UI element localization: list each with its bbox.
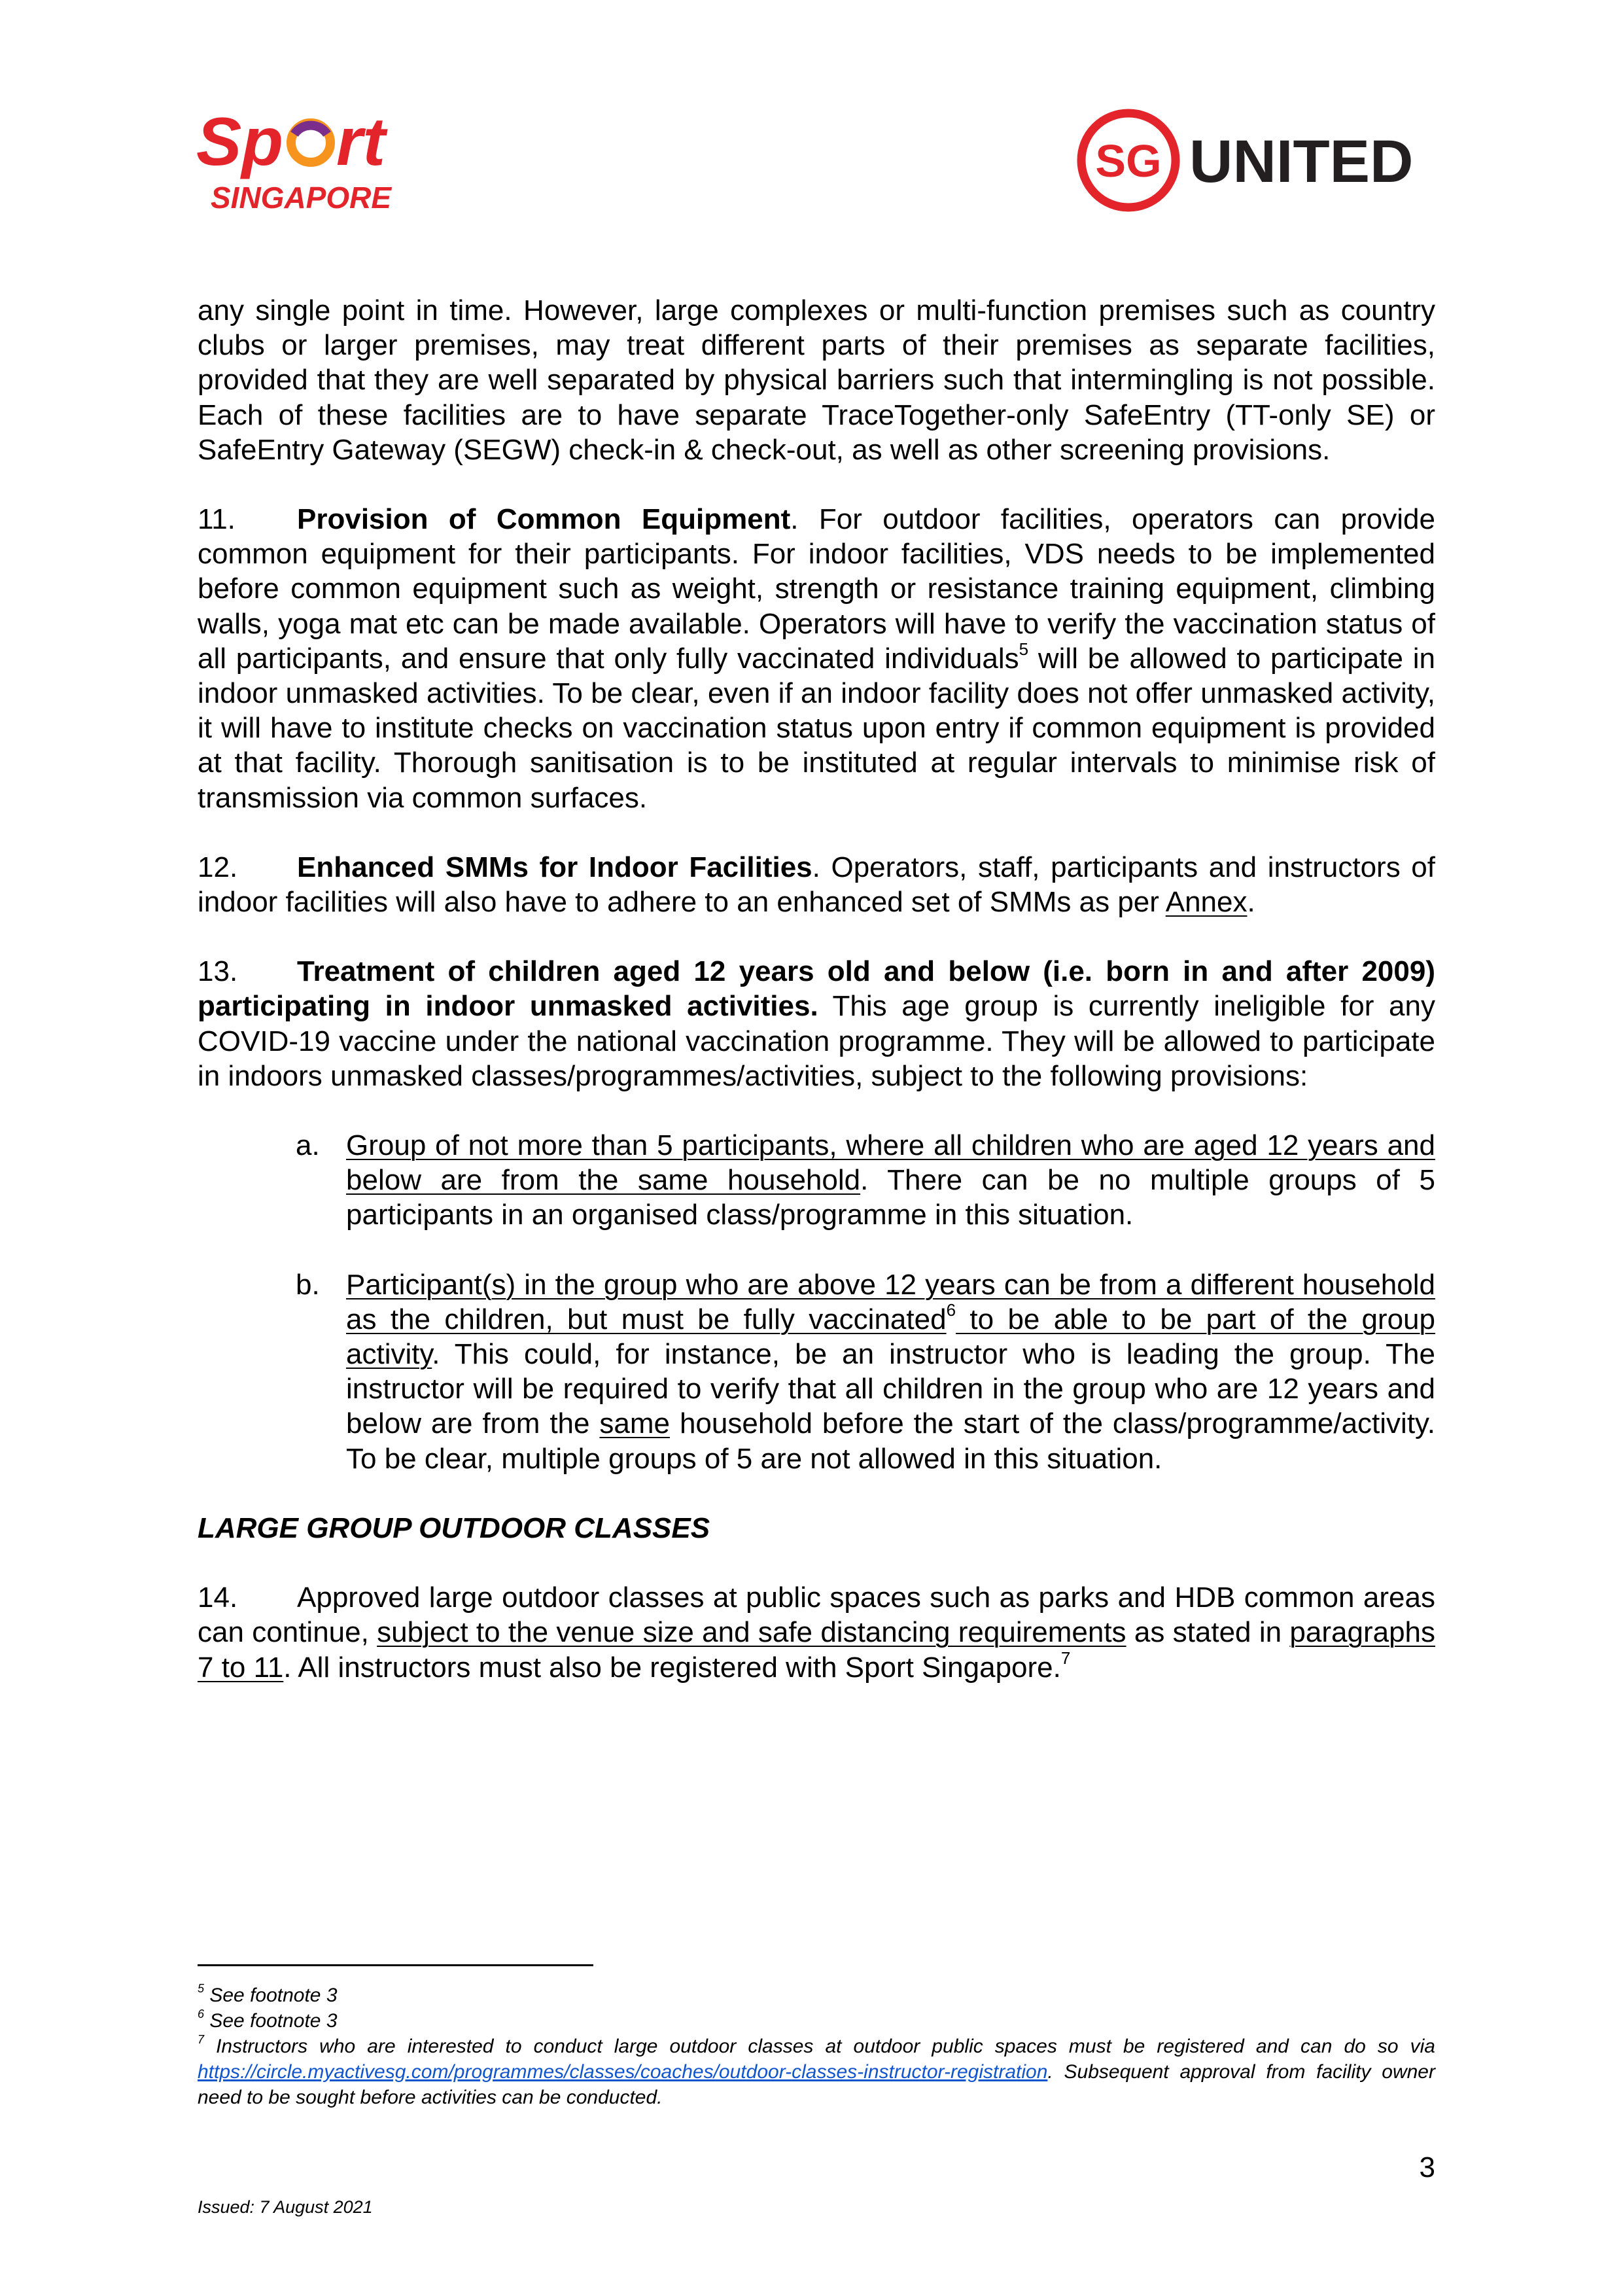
paragraph-number: 14.	[198, 1581, 238, 1614]
footnote-ref-7[interactable]: 7	[1060, 1648, 1071, 1668]
footnote-6: $^6$ See footnote 3	[198, 2007, 338, 2032]
item-letter: a.	[296, 1129, 320, 1162]
paragraph-13: 13. Treatment of children aged 12 years old and below (i.e. born in and after 2009) participating in indoor unmasked activities. This age group is currently ineligible for any COVID-19 vaccine under the national vaccination programme. They will be allowed to participate in indoors unmasked classes/programmes/activities, subject to the following provisions:	[198, 955, 1435, 1092]
paragraph-number: 11.	[198, 503, 236, 536]
sg-united-logo	[1073, 105, 1439, 222]
sg-badge-text: SG	[1095, 135, 1162, 186]
sport-singapore-logo	[196, 105, 445, 229]
item-letter: b.	[296, 1268, 320, 1301]
paragraph-heading: Treatment of children aged 12 years old and below (i.e. born in and after 2009) participating in indoor unmasked activities.	[198, 955, 1435, 1023]
paragraph-11: 11. Provision of Common Equipment. For outdoor facilities, operators can provide common equipment for their participants. For indoor facilities, VDS needs to be implemented before common equipment such as weight, strength or resistance training equipment, climbing walls, yoga mat etc can be made available. Operators will have to verify the vaccination status of all participants, and ensure that only fully vaccinated individuals$^5$ will be allowed to participate in indoor unmasked activities. To be clear, even if an indoor facility does not offer unmasked activity, it will have to institute checks on vaccination status upon entry if common equipment is provided at that facility. Thorough sanitisation is to be instituted at regular intervals to minimise risk of transmission via common surfaces.	[198, 503, 1435, 814]
sg-united-word: UNITED	[1189, 128, 1414, 195]
provision-item-a: a. Group of not more than 5 participants, where all children who are aged 12 years and below are from the same household. There can be no multiple groups of 5 participants in an organised class/programme in this situation.	[296, 1129, 1436, 1231]
page-number: 3	[1419, 2151, 1435, 2183]
logo-sport-ring	[291, 123, 330, 162]
registration-link[interactable]: https://circle.myactivesg.com/programmes/classes/coaches/outdoor-classes-instructor-registration	[198, 2061, 1048, 2083]
paragraph-number: 13.	[198, 955, 238, 988]
paragraph-12: 12. Enhanced SMMs for Indoor Facilities. Operators, staff, participants and instructors of indoor facilities will also have to adhere to an enhanced set of SMMs as per Annex.	[198, 851, 1435, 919]
logo-sport-letters-rt: rt	[336, 105, 386, 180]
issued-date: Issued: 7 August 2021	[198, 2197, 373, 2217]
paragraph-14: 14. Approved large outdoor classes at public spaces such as parks and HDB common areas can continue, subject to the venue size and safe distancing requirements as stated in paragraphs 7 to 11. All instructors must also be registered with Sport Singapore.$^7$	[198, 1581, 1436, 1684]
provision-item-b: b. Participant(s) in the group who are above 12 years can be from a different household as the children, but must be fully vaccinated$^6$ to be able to be part of the group activity. This could, for instance, be an instructor who is leading the group. The instructor will be required to verify that all children in the group who are 12 years and below are from the same household before the start of the class/programme/activity. To be clear, multiple groups of 5 are not allowed in this situation.	[296, 1268, 1435, 1475]
logo-sport-letters-sp: Sp	[196, 105, 283, 180]
footnote-ref-5[interactable]: 5	[1019, 639, 1029, 660]
paragraphs-reference[interactable]: paragraphs 7 to 11	[198, 1616, 1436, 1684]
logo-sport-sub: SINGAPORE	[211, 181, 392, 215]
paragraph-number: 12.	[198, 851, 238, 883]
intro-paragraph: any single point in time. However, large complexes or multi-function premises such as country clubs or larger premises, may treat different parts of their premises as separate facilities, provided that they are well separated by physical barriers such that intermingling is not possible. Each of these facilities are to have separate TraceTogether-only SafeEntry (TT-only SE) or SafeEntry Gateway (SEGW) check-in & check-out, as well as other screening provisions.	[198, 294, 1435, 466]
section-heading: LARGE GROUP OUTDOOR CLASSES	[198, 1511, 710, 1544]
footnote-ref-6[interactable]: 6	[946, 1300, 956, 1320]
footnotes	[198, 1983, 1435, 2110]
paragraph-heading: Enhanced SMMs for Indoor Facilities	[297, 851, 812, 883]
paragraph-heading: Provision of Common Equipment	[297, 503, 791, 536]
footnote-divider	[198, 1964, 593, 1966]
footnote-5: $^5$ See footnote 3	[198, 1982, 338, 2006]
footnote-7: $^7$ Instructors who are interested to conduct large outdoor classes at outdoor public spaces must be registered and can do so via https://circle.myactivesg.com/programmes/classes/coaches/outdoor-classes-instructor-registration. Subsequent approval from facility owner need to be sought before activities can be conducted.	[198, 2033, 1435, 2108]
document-body	[198, 293, 1435, 1685]
annex-link[interactable]: Annex	[1165, 886, 1248, 919]
